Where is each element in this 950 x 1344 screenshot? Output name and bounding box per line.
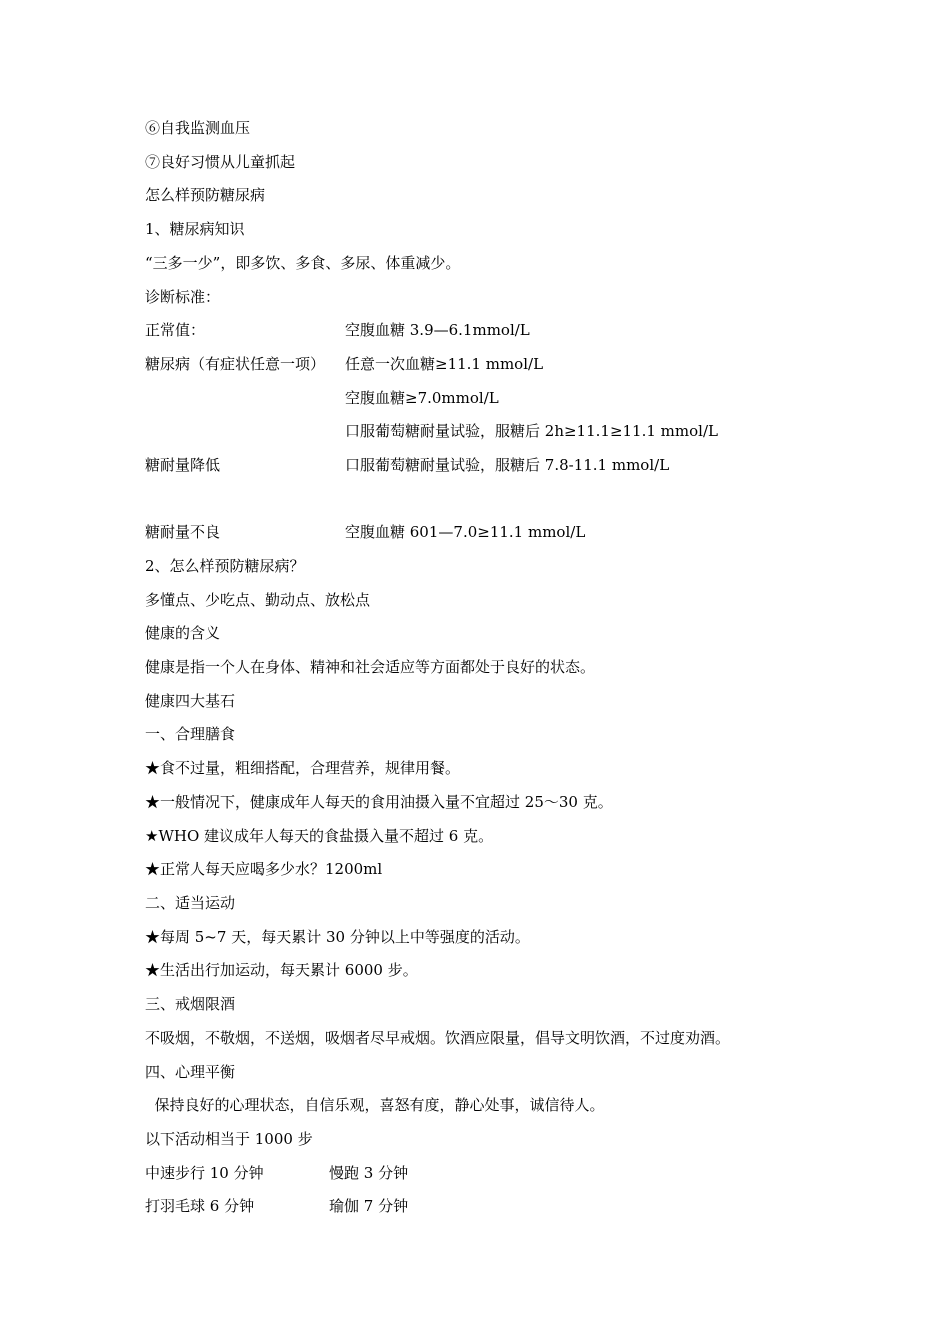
- criteria-value: 口服葡萄糖耐量试验，服糖后 2h≥11.1≥11.1 mmol/L: [345, 422, 718, 440]
- activity-item: 慢跑 3 分钟: [329, 1164, 409, 1182]
- criteria-value: 任意一次血糖≥11.1 mmol/L: [345, 355, 544, 373]
- activity-item: 中速步行 10 分钟: [145, 1164, 264, 1182]
- section-heading: 2、怎么样预防糖尿病？: [145, 557, 305, 575]
- section-heading: 三、戒烟限酒: [145, 995, 236, 1013]
- activity-item: 瑜伽 7 分钟: [329, 1197, 409, 1215]
- criteria-value: 空腹血糖 601—7.0≥11.1 mmol/L: [345, 523, 586, 541]
- section-heading: 二、适当运动: [145, 894, 236, 912]
- section-heading: 健康四大基石: [145, 692, 236, 710]
- criteria-label: 糖尿病（有症状任意一项）: [145, 355, 326, 373]
- criteria-label: 糖耐量不良: [145, 523, 221, 541]
- list-item: ★食不过量，粗细搭配，合理营养，规律用餐。: [145, 759, 461, 777]
- paragraph: 不吸烟，不敬烟，不送烟，吸烟者尽早戒烟。饮酒应限量，倡导文明饮酒，不过度劝酒。: [145, 1029, 731, 1047]
- activity-item: 打羽毛球 6 分钟: [145, 1197, 255, 1215]
- paragraph: 多懂点、少吃点、勤动点、放松点: [145, 591, 371, 609]
- criteria-label: 正常值：: [145, 321, 206, 339]
- list-item: ⑥自我监测血压: [145, 119, 251, 137]
- criteria-value: 空腹血糖≥7.0mmol/L: [345, 389, 499, 407]
- section-heading: 怎么样预防糖尿病: [145, 186, 266, 204]
- paragraph: 以下活动相当于 1000 步: [145, 1130, 313, 1148]
- criteria-label: 糖耐量降低: [145, 456, 221, 474]
- list-item: ⑦良好习惯从儿童抓起: [145, 153, 296, 171]
- section-heading: 1、糖尿病知识: [145, 220, 245, 238]
- list-item: ★WHO 建议成年人每天的食盐摄入量不超过 6 克。: [145, 827, 494, 845]
- section-heading: 健康的含义: [145, 624, 221, 642]
- list-item: ★每周 5~7 天，每天累计 30 分钟以上中等强度的活动。: [145, 928, 530, 946]
- list-item: ★一般情况下，健康成年人每天的食用油摄入量不宜超过 25～30 克。: [145, 793, 613, 811]
- criteria-value: 口服葡萄糖耐量试验，服糖后 7.8-11.1 mmol/L: [345, 456, 670, 474]
- list-item: ★正常人每天应喝多少水？1200ml: [145, 860, 383, 878]
- list-item: ★生活出行加运动，每天累计 6000 步。: [145, 961, 418, 979]
- section-heading: 一、合理膳食: [145, 725, 236, 743]
- paragraph: “三多一少”，即多饮、多食、多尿、体重减少。: [145, 254, 461, 272]
- criteria-value: 空腹血糖 3.9—6.1mmol/L: [345, 321, 530, 339]
- paragraph: 健康是指一个人在身体、精神和社会适应等方面都处于良好的状态。: [145, 658, 596, 676]
- section-heading: 四、心理平衡: [145, 1063, 236, 1081]
- paragraph: 诊断标准：: [145, 288, 221, 306]
- paragraph: 保持良好的心理状态，自信乐观，喜怒有度，静心处事，诚信待人。: [145, 1096, 605, 1114]
